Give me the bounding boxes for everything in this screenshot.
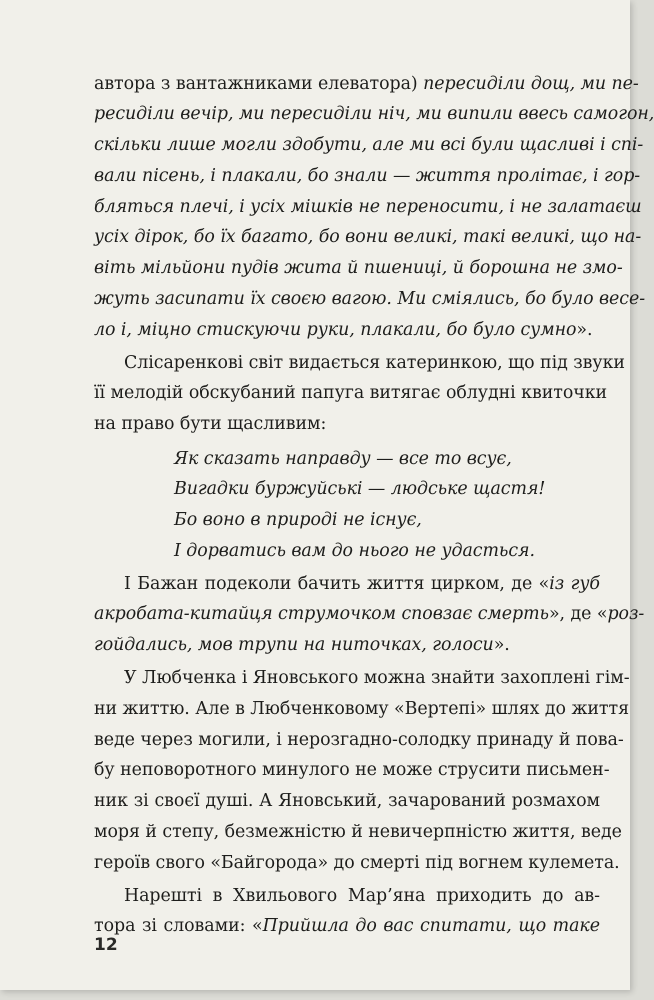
text-line <box>94 758 610 782</box>
text-span: ни життю. Але в Любченковому «Вертепі» шлях до життя <box>94 699 629 719</box>
text-line <box>124 666 630 690</box>
italic-text: жуть засипати їх своєю вагою. Ми сміялись, бо було весе- <box>94 289 646 309</box>
text-line <box>94 820 622 844</box>
italic-text: із губ <box>549 574 600 594</box>
text-span: героїв свого «Байгорода» до смерті під вогнем кулемета. <box>94 853 620 873</box>
text-span: бу неповоротного минулого не може струсити письмен- <box>94 760 610 780</box>
text-line <box>94 318 600 342</box>
text-span: », де « <box>548 604 608 624</box>
text-line <box>174 447 594 471</box>
text-line <box>94 133 644 157</box>
text-line <box>174 508 594 532</box>
text-line <box>94 195 642 219</box>
italic-text: скільки лише могли здобути, але ми всі були щасливі і спі- <box>94 135 644 155</box>
text-line <box>94 633 600 657</box>
text-span: ». <box>576 320 593 340</box>
italic-text: бляться плечі, і усіх мішків не переносити, і не залатаєш <box>94 197 642 217</box>
text-line <box>94 914 600 938</box>
text-line <box>94 697 629 721</box>
italic-text: вали пісень, і плакали, бо знали — життя пролітає, і гор- <box>94 166 641 186</box>
text-span: автора з вантажниками елеватора) <box>94 74 424 94</box>
text-line <box>94 72 639 96</box>
text-span: її мелодій обскубаний папуга витягає облудні квиточки <box>94 383 608 403</box>
page-number: 12 <box>94 935 118 955</box>
italic-text: акробата-китайця струмочком сповзає смерть <box>94 604 549 624</box>
text-line <box>124 884 600 908</box>
text-line <box>94 851 620 875</box>
text-span: Слісаренкові світ видається катеринкою, що під звуки <box>124 353 625 373</box>
italic-text: І дорватись вам до нього не удасться. <box>174 541 535 561</box>
text-line <box>94 412 600 436</box>
text-span: моря й степу, безмежністю й невичерпністю життя, веде <box>94 822 622 842</box>
text-line <box>94 225 642 249</box>
text-span: У Любченка і Яновського можна знайти захоплені гім- <box>124 668 630 688</box>
italic-text: Прийшла до вас спитати, що таке <box>262 916 600 936</box>
text-span: на право бути щасливим: <box>94 414 327 434</box>
text-span: веде через могили, і нерозгадно-солодку принаду й пова- <box>94 730 624 750</box>
text-line <box>124 572 600 596</box>
text-line <box>174 539 594 563</box>
text-line <box>124 351 625 375</box>
italic-text: пересиділи дощ, ми пе- <box>423 74 639 94</box>
italic-text: усіх дірок, бо їх багато, бо вони великі, такі великі, що на- <box>94 227 642 247</box>
text-line <box>94 602 645 626</box>
text-span: тора зі словами: « <box>94 916 263 936</box>
text-line <box>94 789 600 813</box>
text-line <box>94 102 654 126</box>
italic-text: Як сказать направду — все то всує, <box>174 449 512 469</box>
text-span: Нарешті в Хвильового Мар’яна приходить до ав- <box>124 886 600 906</box>
text-span: ». <box>493 635 510 655</box>
text-line <box>94 381 608 405</box>
text-span: ник зі своєї душі. А Яновський, зачарований розмахом <box>94 791 600 811</box>
text-span: І Бажан подеколи бачить життя цирком, де « <box>124 574 550 594</box>
text-line <box>94 256 623 280</box>
italic-text: гойдались, мов трупи на ниточках, голоси <box>94 635 494 655</box>
text-line <box>94 728 624 752</box>
italic-text: Вигадки буржуйські — людське щастя! <box>174 479 546 499</box>
text-line <box>94 287 646 311</box>
italic-text: ло і, міцно стискуючи руки, плакали, бо було сумно <box>94 320 577 340</box>
text-line <box>174 477 594 501</box>
italic-text: віть мільйони пудів жита й пшениці, й борошна не змо- <box>94 258 623 278</box>
italic-text: Бо воно в природі не існує, <box>174 510 422 530</box>
italic-text: роз- <box>607 604 645 624</box>
text-line <box>94 164 641 188</box>
italic-text: ресиділи вечір, ми пересиділи ніч, ми випили ввесь самогон, <box>94 104 654 124</box>
